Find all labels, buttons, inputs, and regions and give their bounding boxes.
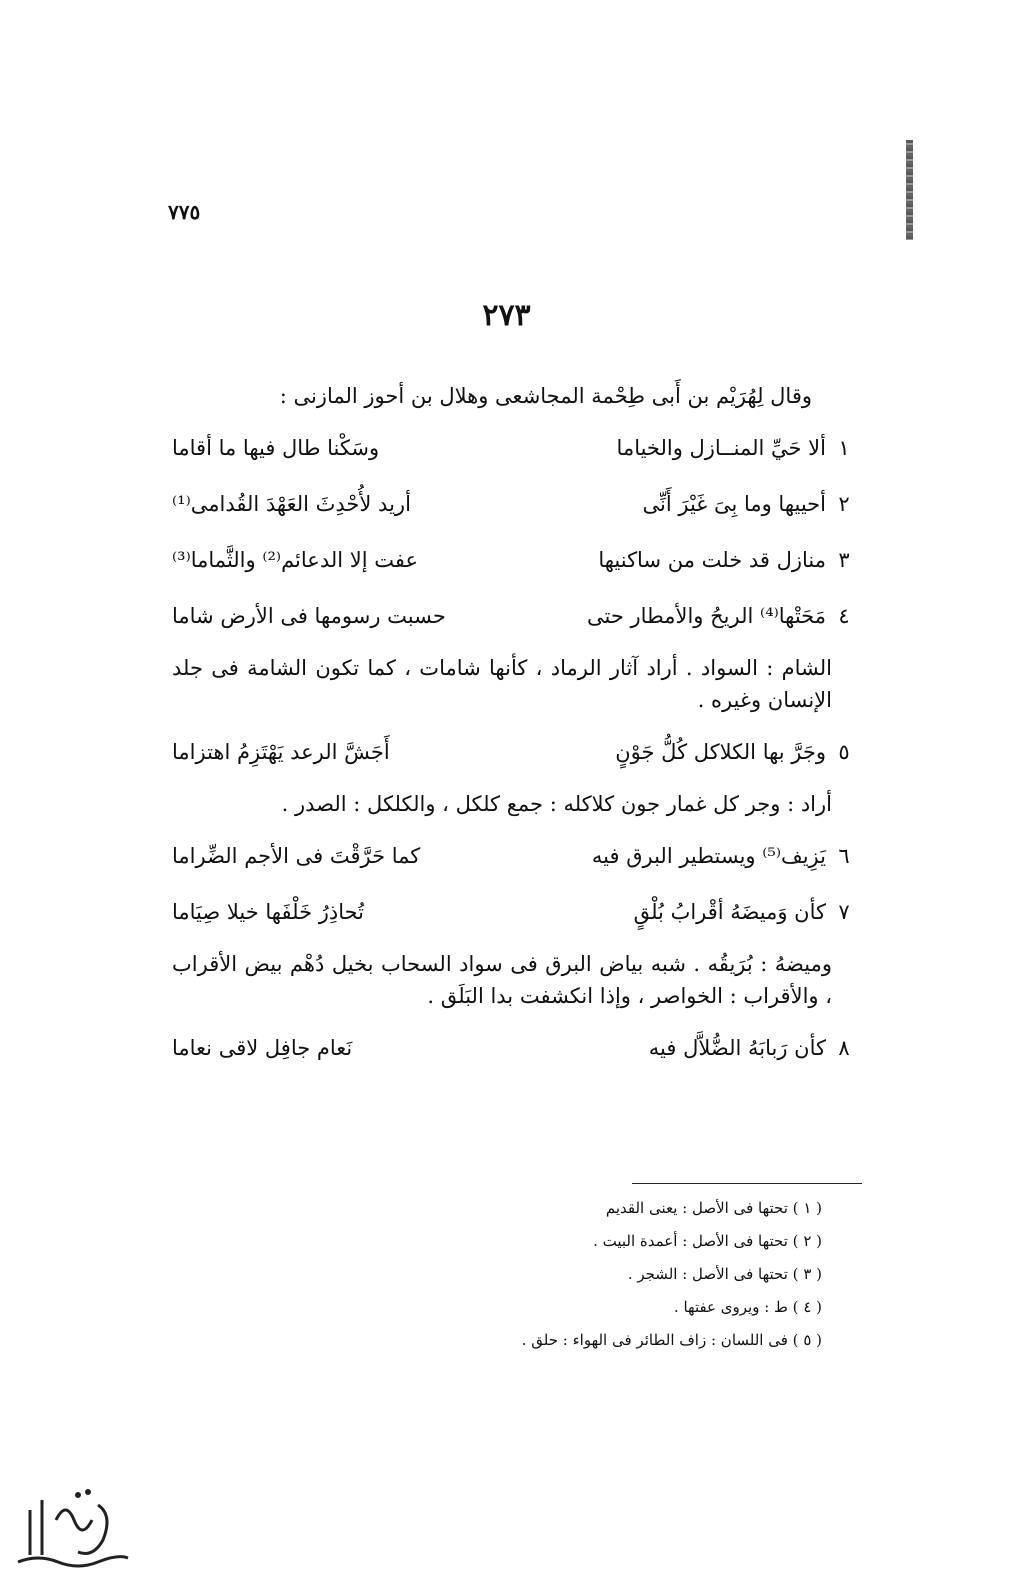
- verse-second-hemistich: وسَكْنا طال فيها ما أقاما: [172, 436, 380, 460]
- footnote-divider: [632, 1183, 862, 1184]
- commentary: الشام : السواد . أراد آثار الرماد ، كأنها شامات ، كما تكون الشامة فى جلد الإنسان وغيره .: [172, 656, 832, 712]
- verse-first-hemistich: منازل قد خلت من ساكنيها: [598, 548, 826, 572]
- verse-group: [172, 1020, 862, 1076]
- verse-line: [172, 532, 862, 588]
- verse-number: ٥: [838, 740, 850, 764]
- verse-line: [172, 884, 862, 940]
- verse-first-hemistich: كأن رَبابَهُ الضُّلاَّل فيه: [648, 1036, 826, 1060]
- verse-number: ٧: [838, 900, 850, 924]
- footnotes: [300, 1192, 822, 1357]
- verse-first-hemistich: وجَرَّ بها الكلاكل كُلُّ جَوْنٍ: [615, 740, 826, 764]
- verse-first-hemistich: كأن وَميضَهُ أقْرابُ بُلْقٍ: [633, 900, 826, 924]
- verse-second-hemistich: تُحاذِرُ خَلْفَها خيلا صِيَاما: [172, 900, 365, 924]
- verse-group: [172, 724, 862, 780]
- commentary: أراد : وجر كل غمار جون كلاكله : جمع كلكل ، والكلكل : الصدر .: [281, 792, 832, 816]
- verse-line: [172, 724, 862, 780]
- footnote: ( ٣ ) تحتها فى الأصل : الشجر .: [627, 1265, 822, 1283]
- verse-second-hemistich: أَجَشَّ الرعد يَهْتَزِمُ اهتزاما: [172, 740, 390, 764]
- verse-line: [172, 1020, 862, 1076]
- verse-number: ١: [838, 436, 850, 460]
- poem-body: [172, 372, 862, 1076]
- verse-line: [172, 476, 862, 532]
- verse-first-hemistich: يَزِيف⁽⁵⁾ ويستطير البرق فيه: [591, 844, 826, 868]
- scan-edge-mark: [906, 140, 913, 240]
- poem-intro: وقال لِهُرَيْم بن أَبى طِحْمة المجاشعى وهلال بن أحوز المازنى :: [279, 384, 812, 408]
- publisher-logo: [8, 1470, 138, 1580]
- verse-number: ٦: [838, 844, 850, 868]
- verse-second-hemistich: نَعام جافِل لاقى نعاما: [172, 1036, 353, 1060]
- footnote: ( ٢ ) تحتها فى الأصل : أعمدة البيت .: [593, 1232, 822, 1250]
- page-number: ٧٧٥: [168, 200, 201, 224]
- verse-first-hemistich: أحييها وما بِىَ غَيْرَ أَنِّى: [642, 492, 826, 516]
- footnote: ( ٤ ) ط : ويروى عفتها .: [673, 1298, 822, 1316]
- verse-number: ٣: [838, 548, 850, 572]
- verse-number: ٢: [838, 492, 850, 516]
- verse-number: ٨: [838, 1036, 850, 1060]
- verse-line: [172, 588, 862, 644]
- verse-line: [172, 828, 862, 884]
- verse-first-hemistich: مَحَتْها⁽⁴⁾ الريحُ والأمطار حتى: [586, 604, 826, 628]
- footnote: ( ٥ ) فى اللسان : زاف الطائر فى الهواء : حلق .: [521, 1331, 822, 1349]
- verse-first-hemistich: ألا حَيِّ المنــازل والخياما: [616, 436, 826, 460]
- verse-group: [172, 420, 862, 644]
- verse-second-hemistich: عفت إلا الدعائم⁽²⁾ والثَّماما⁽³⁾: [172, 548, 419, 572]
- verse-second-hemistich: أريد لأُحْدِثَ العَهْدَ القُدامى⁽¹⁾: [172, 492, 411, 516]
- verse-second-hemistich: كما حَرَّقْتَ فى الأجم الضِّراما: [172, 844, 421, 868]
- footnote: ( ١ ) تحتها فى الأصل : يعنى القديم: [605, 1199, 822, 1217]
- verse-second-hemistich: حسبت رسومها فى الأرض شاما: [172, 604, 446, 628]
- commentary: وميضهُ : بُرَيقُه . شبه بياض البرق فى سواد السحاب بخيل دُهْم بيض الأقراب ، والأقراب : الخواصر ، وإذا انكشفت بدا البَلَق .: [172, 952, 832, 1008]
- verse-line: [172, 420, 862, 476]
- verse-group: [172, 828, 862, 940]
- verse-number: ٤: [838, 604, 850, 628]
- poem-number: ٢٧٣: [482, 298, 531, 333]
